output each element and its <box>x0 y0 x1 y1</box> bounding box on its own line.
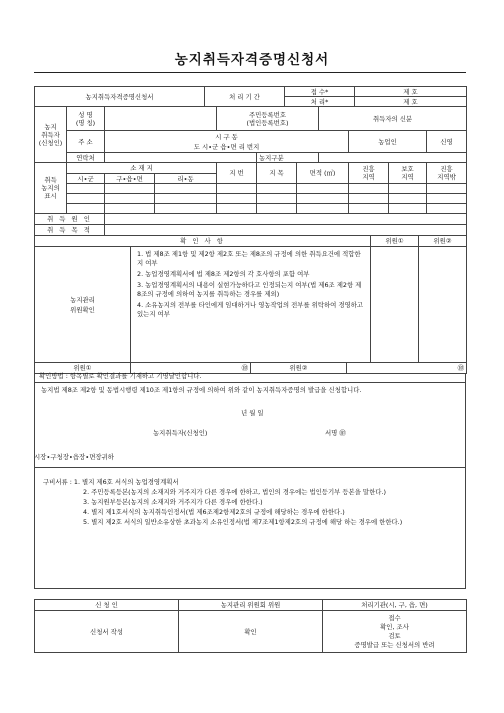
flow-step3-line: 확인, 조사 <box>380 622 409 631</box>
request-box <box>34 373 466 589</box>
sig-member1-label: 위원① <box>35 363 131 374</box>
seal-icon: ㊞ <box>241 364 248 372</box>
land-cell[interactable] <box>349 184 389 194</box>
applicant-sign-label: 농지취득자(신청인) <box>153 429 208 437</box>
land-cell[interactable] <box>155 204 217 214</box>
land-cell[interactable] <box>105 204 155 214</box>
receipt-label: 접 수* <box>285 87 355 97</box>
land-group-label: 취득 농지의 표시 <box>35 163 67 214</box>
lot-label: 지 번 <box>217 163 257 184</box>
status-label: 취득자의 신분 <box>319 107 467 131</box>
category-label: 농지구분 <box>257 153 319 163</box>
seal-icon: ㊞ <box>457 364 464 372</box>
category-value[interactable] <box>319 153 467 163</box>
flow-col3: 처리기관(시, 구, 읍, 면) <box>323 600 467 611</box>
area-label: 면적 (㎡) <box>297 163 349 184</box>
date-text[interactable]: 년 월 일 <box>241 409 264 417</box>
check-item-4: 4. 소유농지의 전부를 타인에게 임대하거나 영농작업의 전부를 위탁하여 경영하고 있는지 여부 <box>137 301 364 318</box>
member1-result[interactable] <box>371 247 419 363</box>
land-cell[interactable] <box>257 194 297 204</box>
contact-label: 연락처 <box>67 153 105 163</box>
sign-label[interactable]: 서명 ㊞ <box>325 429 346 437</box>
land-cell[interactable] <box>217 184 257 194</box>
land-cell[interactable] <box>105 184 155 194</box>
land-cell[interactable] <box>297 184 349 194</box>
land-cell[interactable] <box>427 204 467 214</box>
attachment-item: 4. 별지 제1호서식의 농지취득인정서(법 제6조제2항제2호의 규정에 해당하는 경우에 한한다.) <box>83 508 345 516</box>
addr-label: 주 소 <box>67 131 105 153</box>
attachment-item: 3. 농지원부등본(농지의 소재지와 거주지가 다른 경우에 한한다.) <box>83 498 263 506</box>
attachment-item: 구비서류 : 1. 별지 제6호 서식의 농업경영계획서 <box>43 478 179 486</box>
zone2-label: 보호 지역 <box>389 163 427 184</box>
title-divider <box>34 72 466 73</box>
process-table <box>34 599 467 653</box>
zone1-label: 진흥 지역 <box>349 163 389 184</box>
member1-header: 위원① <box>371 236 419 247</box>
flow-step2: 확인 <box>179 611 323 653</box>
purpose-label: 취 득 목 적 <box>35 225 105 236</box>
land-cell[interactable] <box>389 204 427 214</box>
check-items <box>131 247 371 363</box>
receipt-no[interactable]: 제 호 <box>355 87 467 97</box>
location-label: 소 재 지 <box>67 163 217 174</box>
addr-value[interactable] <box>105 131 349 153</box>
flow-col1: 신 청 인 <box>35 600 179 611</box>
period-label: 처 리 기 간 <box>205 87 285 107</box>
name-value[interactable] <box>105 107 217 131</box>
check-title: 확 인 사 항 <box>35 236 371 247</box>
flow-step3-line: 검토 <box>388 631 401 640</box>
land-cell[interactable] <box>349 194 389 204</box>
form-title: 농지취득자격증명신청서 <box>174 52 330 68</box>
applicant-table <box>34 106 467 163</box>
name-label: 성 명 (명 칭) <box>67 107 105 131</box>
land-cell[interactable] <box>155 184 217 194</box>
land-cell[interactable] <box>217 204 257 214</box>
sig-member2-label: 위원② <box>251 363 347 374</box>
land-cell[interactable] <box>257 204 297 214</box>
land-cell[interactable] <box>105 194 155 204</box>
farmer-label: 농업인 <box>349 131 427 153</box>
purpose-value[interactable] <box>105 225 467 236</box>
addr-line1: 시 구 동 <box>215 132 238 141</box>
cause-label: 취 득 원 인 <box>35 214 105 225</box>
check-table <box>34 235 467 363</box>
flow-step3-line: 증명발급 또는 신청서의 반려 <box>354 640 435 649</box>
doc-label: 농지취득자격증명신청서 <box>35 87 205 107</box>
land-table <box>34 162 467 214</box>
member2-result[interactable] <box>419 247 467 363</box>
member2-header: 위원② <box>419 236 467 247</box>
land-cell[interactable] <box>155 194 217 204</box>
check-item-1: 1. 법 제8조 제1항 및 제2항 제2호 또는 제8조의 규정에 의한 취득요건에 적합한지 여부 <box>137 250 361 267</box>
request-text: 농지법 제8조 제2항 및 동법시행령 제10조 제1항의 규정에 의하여 위와 같이 농지취득자증명의 발급을 신청합니다. <box>41 386 362 394</box>
addr-line2: 도 시∙군 읍∙면 리 번지 <box>193 142 260 151</box>
land-cell[interactable] <box>427 184 467 194</box>
land-cell[interactable] <box>349 204 389 214</box>
applicant-group-label: 농지 취득자 (신청인) <box>35 107 67 163</box>
contact-value[interactable] <box>105 153 257 163</box>
attachment-divider <box>35 467 465 468</box>
method-divider <box>35 382 465 383</box>
check-group-label: 농지관리 위원확인 <box>35 247 131 363</box>
zone3-label: 진흥 지역밖 <box>427 163 467 184</box>
land-cell[interactable] <box>257 184 297 194</box>
flow-step3 <box>323 611 467 653</box>
flow-step1: 신청서 작성 <box>35 611 179 653</box>
cause-value[interactable] <box>105 214 467 225</box>
land-cell[interactable] <box>297 194 349 204</box>
sig-member2-seal[interactable] <box>347 363 467 374</box>
process-no[interactable]: 제 호 <box>355 97 467 107</box>
land-cell[interactable] <box>389 184 427 194</box>
id-label: 주민등록번호 (법인등록번호) <box>217 107 319 131</box>
land-cell[interactable] <box>67 204 105 214</box>
process-label: 처 리* <box>285 97 355 107</box>
attachments <box>43 477 457 527</box>
type-label: 지 목 <box>257 163 297 184</box>
attachment-item: 5. 별지 제2호 서식의 일반소유상한 초과농지 소유인정서(법 제7조제1항제2호의 규정에 해당 하는 경우에 한한다.) <box>83 518 403 526</box>
check-item-2: 2. 농업경영계획서에 법 제8조 제2항의 각 호사항의 포함 여부 <box>137 270 310 278</box>
land-cell[interactable] <box>67 194 105 204</box>
addressee: 시장∙구청장∙읍장∙면장귀하 <box>34 453 114 461</box>
header-table <box>34 86 467 107</box>
sub3-label: 리∙동 <box>155 174 217 184</box>
flow-col2: 농지관리 위원회 위원 <box>179 600 323 611</box>
sub2-label: 구∙읍∙면 <box>105 174 155 184</box>
new-farmer-label: 신영 <box>427 131 467 153</box>
flow-step3-line: 접수 <box>388 613 401 622</box>
sub1-label: 시∙군 <box>67 174 105 184</box>
cause-table <box>34 213 467 236</box>
method-note: 확인방법 : 항목별로 확인결과를 기재하고 기명날인합니다. <box>39 372 202 380</box>
land-cell[interactable] <box>297 204 349 214</box>
land-cell[interactable] <box>67 184 105 194</box>
check-item-3: 3. 농업경영계획서의 내용이 실현가능하다고 인정되는지 여부(법 제6조 제2항 제8조의 규정에 의하여 농지를 취득하는 경우를 제외) <box>137 281 362 298</box>
attachment-item: 2. 주민등록등본(농지의 소재지와 거주지가 다른 경우에 한하고, 법인의 경우에는 법인등기부 등본을 말한다.) <box>83 488 386 496</box>
land-cell[interactable] <box>217 194 257 204</box>
land-cell[interactable] <box>427 194 467 204</box>
land-cell[interactable] <box>389 194 427 204</box>
